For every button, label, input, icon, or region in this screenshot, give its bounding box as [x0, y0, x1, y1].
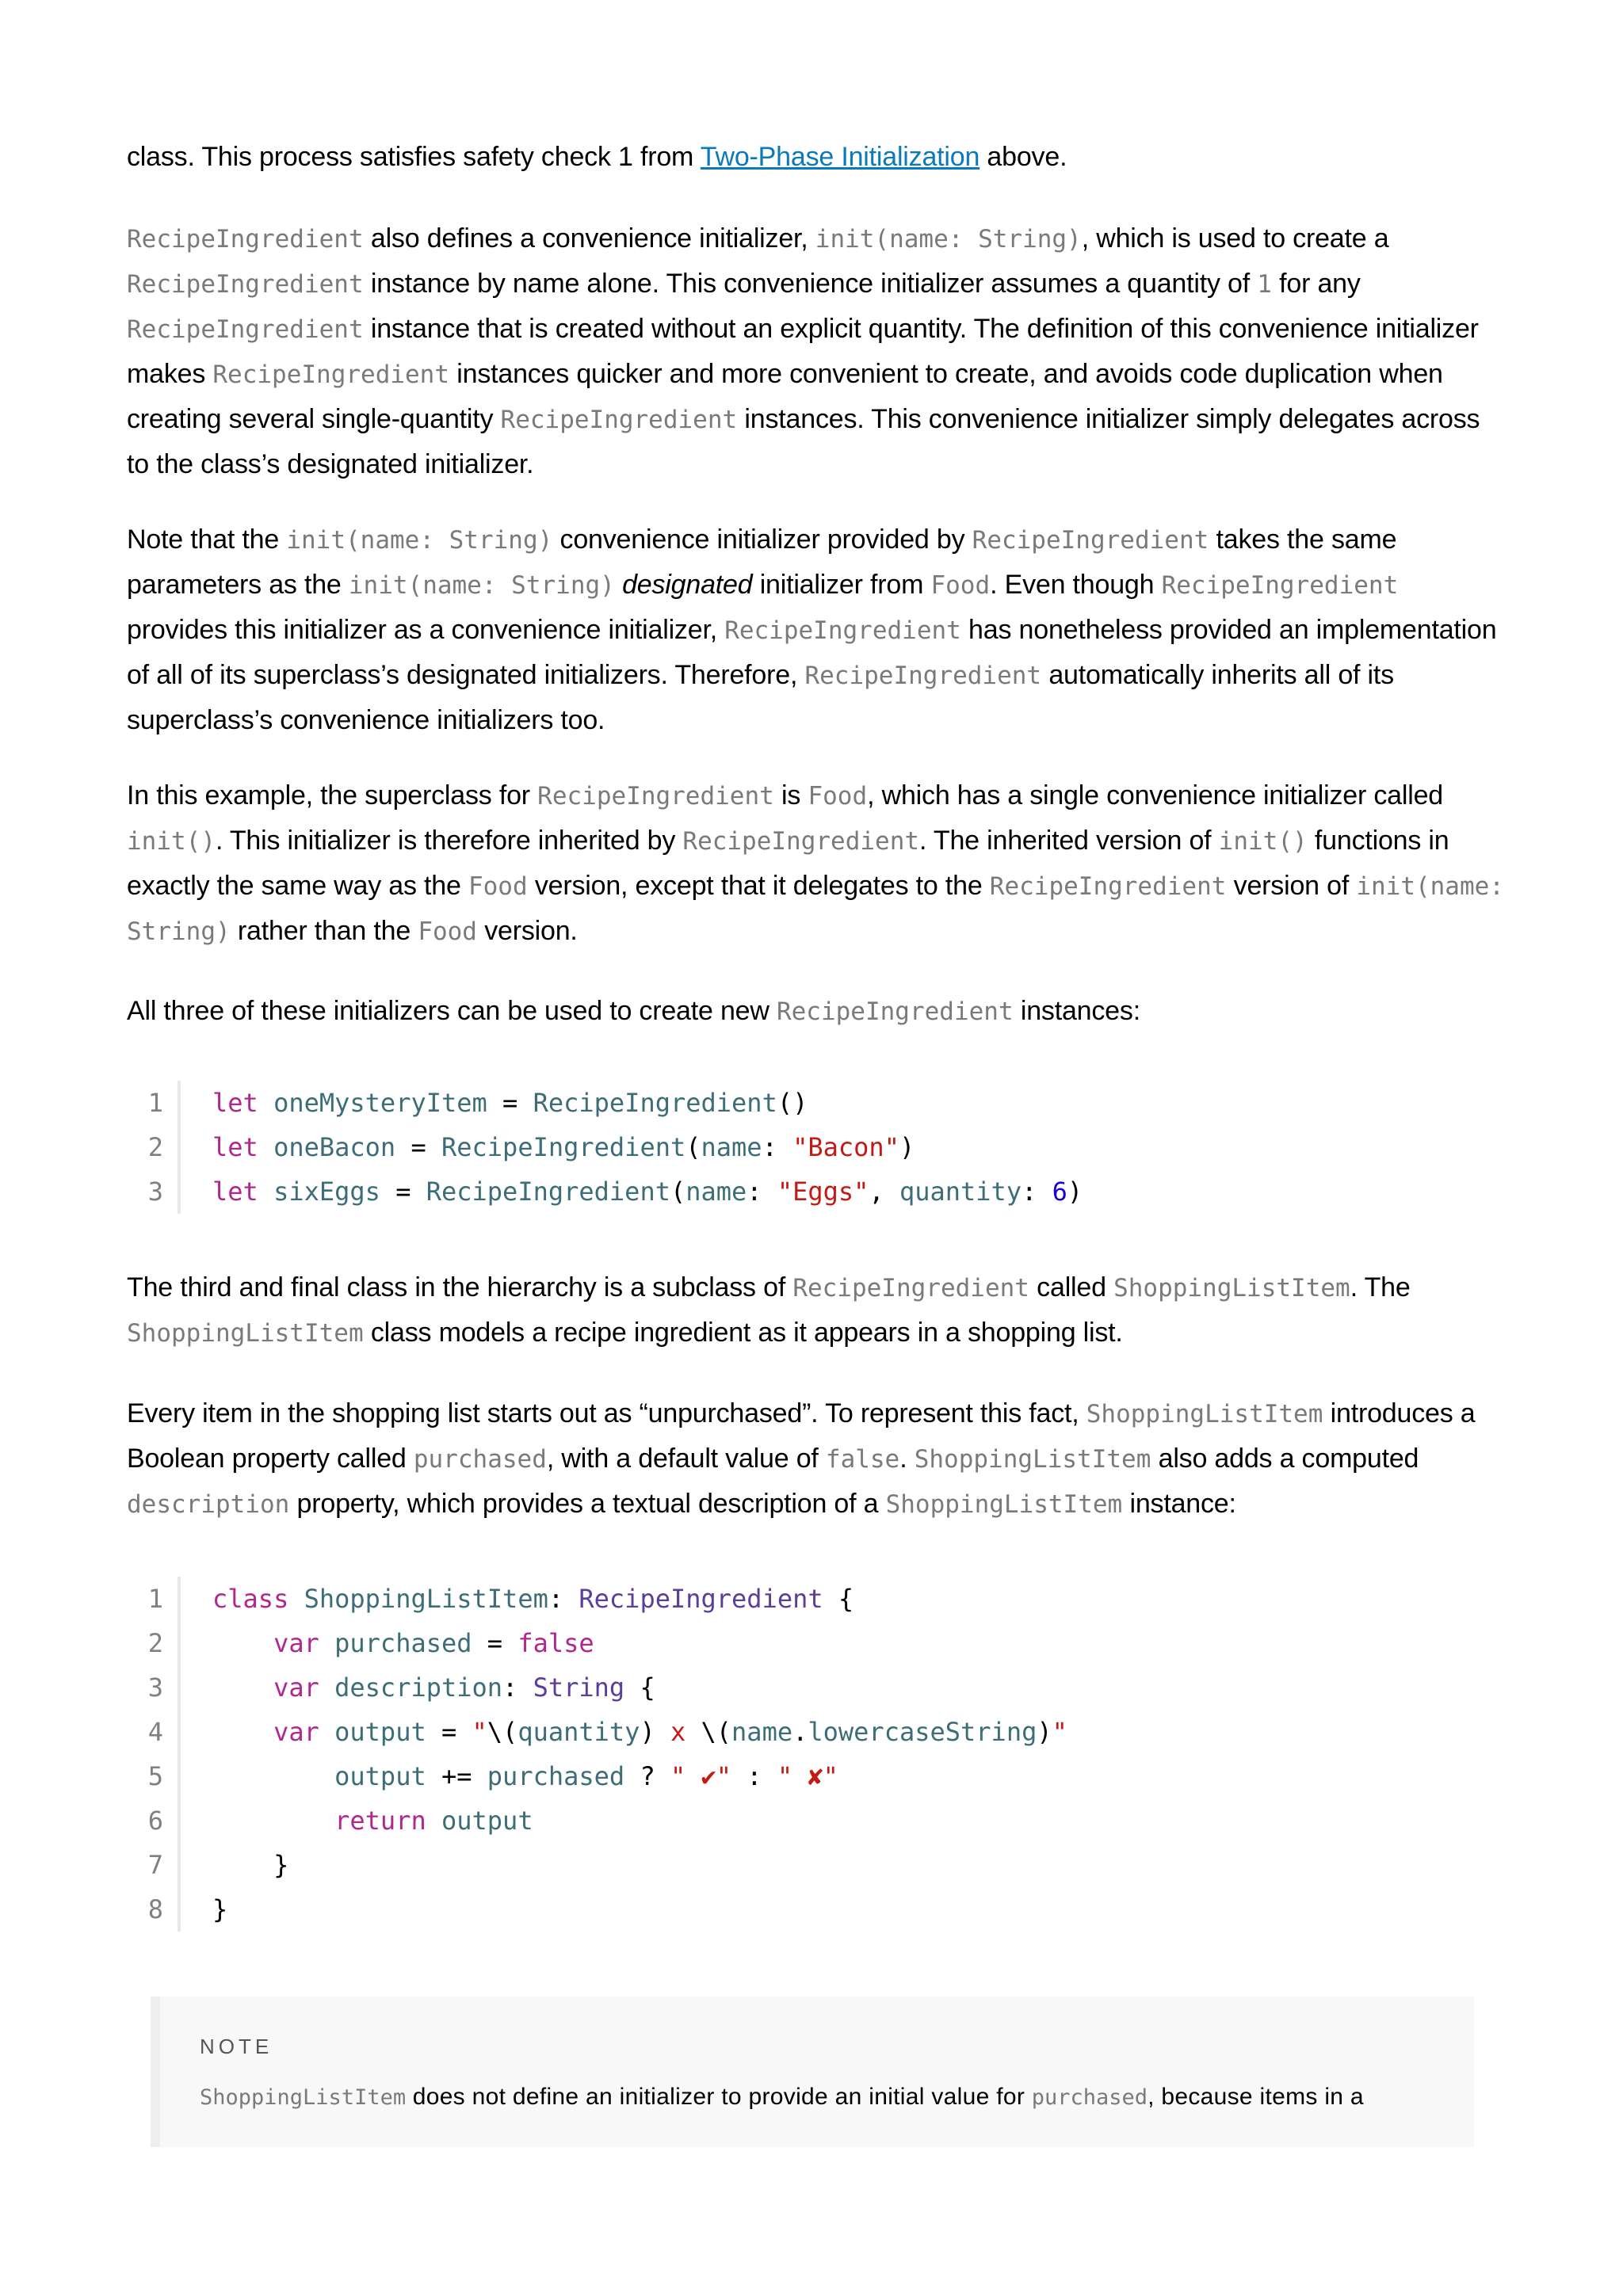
- text: property, which provides a textual description of a: [289, 1489, 886, 1519]
- text: instance that is created without an explicit quantity. The definition of this convenience initializer makes: [127, 314, 1479, 389]
- text: version.: [476, 916, 578, 946]
- code-token: name: [731, 1717, 793, 1747]
- inline-code: RecipeIngredient: [127, 315, 364, 344]
- code-line: [127, 1754, 1506, 1798]
- code-token: lowercaseString: [808, 1717, 1037, 1747]
- two-phase-initialization-link[interactable]: Two-Phase Initialization: [700, 142, 980, 172]
- inline-code: init(): [1218, 827, 1308, 856]
- code-token: String: [533, 1672, 625, 1703]
- code-token: }: [212, 1894, 228, 1924]
- line-number: 2: [147, 1132, 163, 1162]
- code-token: output: [441, 1806, 533, 1836]
- text: Note that the: [127, 524, 287, 555]
- inline-code: RecipeIngredient: [1161, 571, 1399, 600]
- text: In this example, the superclass for: [127, 780, 538, 810]
- code-token: =: [487, 1088, 533, 1118]
- text: version, except that it delegates to the: [527, 871, 990, 901]
- text: also defines a convenience initializer,: [363, 223, 815, 254]
- code-token: RecipeIngredient: [579, 1584, 823, 1614]
- code-token: false: [517, 1628, 594, 1658]
- code-line: [127, 1081, 1506, 1125]
- code-token: {: [823, 1584, 854, 1614]
- code-token: +=: [426, 1761, 487, 1791]
- text: instances. This convenience initializer simply delegates across to the class’s designated initializer.: [127, 404, 1480, 479]
- inline-code: RecipeIngredient: [792, 1274, 1029, 1302]
- text: provides this initializer as a convenience initializer,: [127, 615, 725, 645]
- inline-code: ShoppingListItem: [1086, 1400, 1323, 1428]
- inline-code: RecipeIngredient: [804, 662, 1042, 690]
- code-line: [127, 1798, 1506, 1843]
- text: , because items in a: [1148, 2084, 1364, 2110]
- code-token: \(: [487, 1717, 518, 1747]
- inline-code: RecipeIngredient: [127, 270, 364, 299]
- code-token: :: [502, 1672, 533, 1703]
- text: instance:: [1122, 1489, 1236, 1519]
- line-number: 1: [147, 1088, 163, 1118]
- code-token: 6: [1052, 1177, 1067, 1207]
- inline-code: description: [127, 1490, 290, 1519]
- code-token: :: [747, 1177, 777, 1207]
- inline-code: RecipeIngredient: [972, 526, 1209, 555]
- paragraph-designated-initializer-note: [127, 517, 1506, 742]
- code-token: ShoppingListItem: [304, 1584, 548, 1614]
- text: has nonetheless provided an implementation of all of its superclass’s designated initializers. Therefore,: [127, 615, 1497, 690]
- code-token: (: [685, 1132, 701, 1162]
- code-token: RecipeIngredient: [441, 1132, 686, 1162]
- code-token: =: [380, 1177, 426, 1207]
- code-token: }: [273, 1850, 289, 1880]
- code-token: .: [792, 1717, 808, 1747]
- text: .: [899, 1444, 915, 1474]
- line-number: 1: [147, 1584, 163, 1614]
- code-token: =: [395, 1132, 441, 1162]
- text: . The inherited version of: [919, 826, 1219, 856]
- inline-code: RecipeIngredient: [500, 406, 738, 434]
- text: above.: [980, 142, 1067, 172]
- inline-code: init(name: String): [348, 571, 615, 600]
- text: . Even though: [990, 570, 1162, 600]
- code-token: purchased: [487, 1761, 625, 1791]
- code-token: class: [212, 1584, 289, 1614]
- code-token: quantity: [899, 1177, 1022, 1207]
- text: automatically inherits all of its superclass’s convenience initializers too.: [127, 660, 1394, 735]
- code-line: [127, 1710, 1506, 1754]
- code-block-recipe-ingredient-usage: [127, 1081, 1506, 1214]
- inline-code: RecipeIngredient: [682, 827, 920, 856]
- code-token: " ✘": [777, 1761, 838, 1791]
- code-token: output: [334, 1761, 426, 1791]
- inline-code: init(name: String): [127, 872, 1504, 946]
- code-token: :: [1022, 1177, 1052, 1207]
- text: instances quicker and more convenient to create, and avoids code duplication when creating several single-quantity: [127, 359, 1443, 434]
- code-token: (): [777, 1088, 808, 1118]
- code-line: [127, 1621, 1506, 1665]
- inline-code: RecipeIngredient: [776, 997, 1014, 1026]
- code-token: ?: [624, 1761, 670, 1791]
- inline-code: ShoppingListItem: [885, 1490, 1123, 1519]
- text: rather than the: [230, 916, 418, 946]
- text: , with a default value of: [546, 1444, 826, 1474]
- code-token: ): [1067, 1177, 1083, 1207]
- line-number: 6: [147, 1806, 163, 1836]
- code-token: output: [334, 1717, 426, 1747]
- code-token: let: [212, 1177, 258, 1207]
- code-token: name: [685, 1177, 747, 1207]
- inline-code: init(name: String): [286, 526, 553, 555]
- code-token: description: [334, 1672, 503, 1703]
- code-token: sixEggs: [273, 1177, 380, 1207]
- code-token: ,: [869, 1177, 899, 1207]
- code-token: ": [472, 1717, 487, 1747]
- inline-code: Food: [930, 571, 991, 600]
- text: , which has a single convenience initializer called: [867, 780, 1443, 810]
- inline-code: RecipeIngredient: [724, 616, 961, 645]
- text: instance by name alone. This convenience initializer assumes a quantity of: [363, 269, 1258, 299]
- text: , which is used to create a: [1081, 223, 1389, 254]
- paragraph-safety-check: [127, 135, 1506, 179]
- text: for any: [1271, 269, 1361, 299]
- text: initializer from: [752, 570, 931, 600]
- paragraph-convenience-initializer: [127, 216, 1506, 486]
- line-number: 8: [147, 1894, 163, 1924]
- code-line: [127, 1577, 1506, 1621]
- inline-code: RecipeIngredient: [212, 360, 450, 389]
- code-token: ): [899, 1132, 915, 1162]
- inline-code: 1: [1257, 270, 1272, 299]
- code-line: [127, 1169, 1506, 1214]
- text: also adds a computed: [1151, 1444, 1419, 1474]
- code-token: :: [762, 1132, 793, 1162]
- text: takes the same parameters as the: [127, 524, 1397, 600]
- text: . The: [1350, 1272, 1411, 1302]
- inline-code: RecipeIngredient: [989, 872, 1227, 901]
- text: introduces a Boolean property called: [127, 1398, 1476, 1474]
- inline-code: Food: [418, 917, 477, 946]
- code-token: let: [212, 1088, 258, 1118]
- text: does not define an initializer to provide an initial value for: [406, 2084, 1032, 2110]
- text: class models a recipe ingredient as it appears in a shopping list.: [363, 1318, 1123, 1348]
- text: The third and final class in the hierarchy is a subclass of: [127, 1272, 793, 1302]
- code-token: {: [624, 1672, 655, 1703]
- code-token: "Bacon": [792, 1132, 899, 1162]
- inline-code: ShoppingListItem: [200, 2085, 407, 2110]
- note-text: [200, 2078, 1474, 2117]
- paragraph-three-initializers: [127, 989, 1506, 1034]
- code-token: oneBacon: [273, 1132, 396, 1162]
- inline-code: Food: [808, 782, 868, 810]
- text: All three of these initializers can be used to create new: [127, 996, 777, 1026]
- paragraph-superclass-example: [127, 773, 1506, 954]
- code-block-shopping-list-item-class: [127, 1577, 1506, 1932]
- line-number: 3: [147, 1177, 163, 1207]
- code-token: quantity: [517, 1717, 640, 1747]
- paragraph-shopping-list-item-intro: [127, 1265, 1506, 1356]
- inline-code: ShoppingListItem: [127, 1319, 364, 1348]
- code-token: var: [273, 1717, 319, 1747]
- code-line: [127, 1125, 1506, 1169]
- code-line: [127, 1843, 1506, 1887]
- text: called: [1029, 1272, 1114, 1302]
- code-token: return: [334, 1806, 426, 1836]
- text: convenience initializer provided by: [552, 524, 972, 555]
- inline-code: init(name: String): [815, 225, 1082, 254]
- inline-code: init(): [127, 827, 216, 856]
- code-token: let: [212, 1132, 258, 1162]
- code-token: RecipeIngredient: [533, 1088, 777, 1118]
- code-token: ): [640, 1717, 655, 1747]
- line-number: 3: [147, 1672, 163, 1703]
- line-number: 4: [147, 1717, 163, 1747]
- note-title: NOTE: [200, 2035, 273, 2058]
- code-token: ": [1052, 1717, 1067, 1747]
- code-token: (: [670, 1177, 686, 1207]
- code-token: oneMysteryItem: [273, 1088, 487, 1118]
- code-token: var: [273, 1672, 319, 1703]
- note-callout: [151, 1997, 1474, 2147]
- inline-code: purchased: [1031, 2085, 1148, 2110]
- code-token: var: [273, 1628, 319, 1658]
- inline-code: ShoppingListItem: [1113, 1274, 1350, 1302]
- text: version of: [1226, 871, 1357, 901]
- code-token: x: [655, 1717, 701, 1747]
- text: instances:: [1013, 996, 1140, 1026]
- code-token: purchased: [334, 1628, 472, 1658]
- code-token: =: [426, 1717, 472, 1747]
- code-token: name: [701, 1132, 762, 1162]
- text: . This initializer is therefore inherited by: [215, 826, 683, 856]
- text: class. This process satisfies safety check 1 from: [127, 142, 701, 172]
- code-line: [127, 1887, 1506, 1932]
- code-token: \(: [701, 1717, 732, 1747]
- inline-code: false: [825, 1445, 900, 1474]
- paragraph-purchased-property: [127, 1391, 1506, 1527]
- inline-code: ShoppingListItem: [914, 1445, 1151, 1474]
- code-token: "Eggs": [777, 1177, 869, 1207]
- code-token: ): [1037, 1717, 1052, 1747]
- code-token: " ✔": [670, 1761, 732, 1791]
- line-number: 2: [147, 1628, 163, 1658]
- text: is: [773, 780, 808, 810]
- code-line: [127, 1665, 1506, 1710]
- text: Every item in the shopping list starts out as “unpurchased”. To represent this fact,: [127, 1398, 1086, 1428]
- line-number: 7: [147, 1850, 163, 1880]
- code-token: RecipeIngredient: [426, 1177, 670, 1207]
- code-token: :: [548, 1584, 579, 1614]
- inline-code: purchased: [413, 1445, 547, 1474]
- inline-code: RecipeIngredient: [537, 782, 774, 810]
- text: functions in exactly the same way as the: [127, 826, 1449, 901]
- line-number: 5: [147, 1761, 163, 1791]
- inline-code: Food: [468, 872, 528, 901]
- code-token: :: [731, 1761, 777, 1791]
- code-token: =: [472, 1628, 518, 1658]
- emphasis-designated: designated: [622, 570, 753, 600]
- inline-code: RecipeIngredient: [127, 225, 364, 254]
